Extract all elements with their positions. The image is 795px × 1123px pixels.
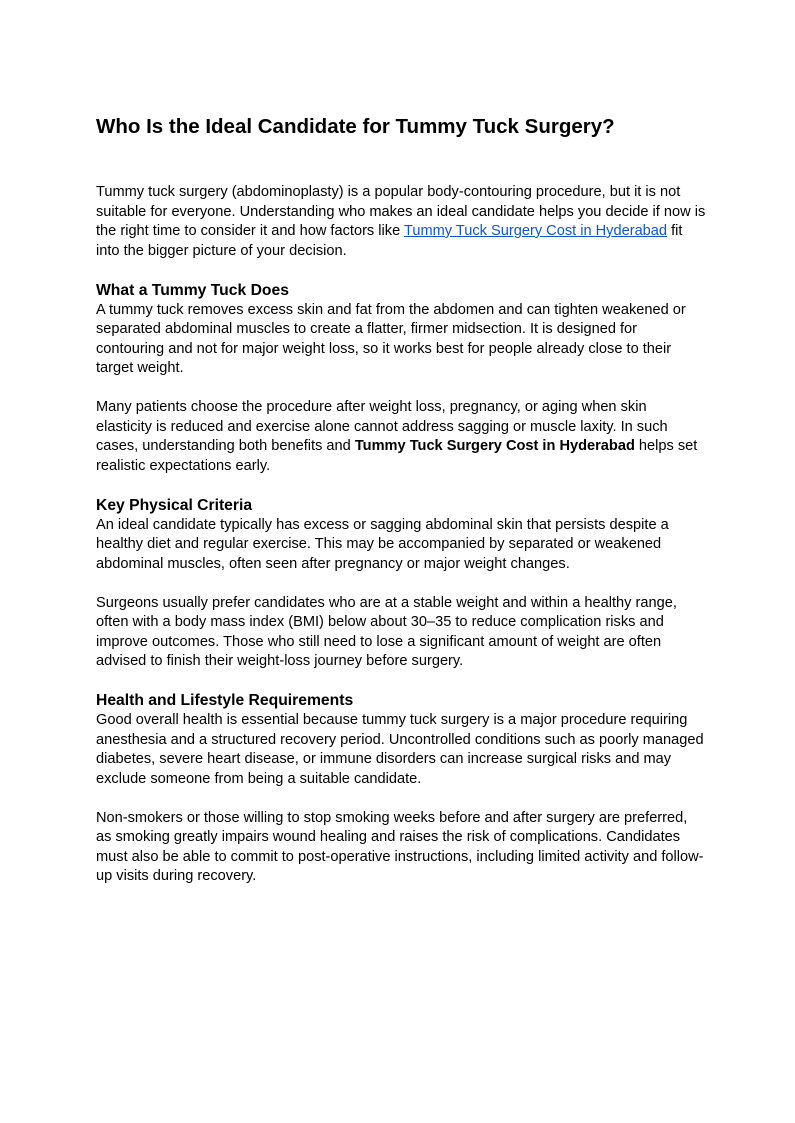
paragraph-text-before: Many patients choose the procedure after weight loss, pregnancy, or aging when skin elasticity is reduced and exercise alone cannot address sagging or muscle laxity. In such cases, understanding both benefits and — [96, 399, 668, 454]
document-body — [96, 183, 706, 887]
intro-text-before: Tummy tuck surgery (abdominoplasty) is a popular body-contouring procedure, but it is not suitable for everyone. Understanding who makes an ideal candidate helps you decide if now is the right time to consider it and how factors like — [96, 184, 706, 239]
cost-link[interactable]: Tummy Tuck Surgery Cost in Hyderabad — [403, 223, 668, 239]
page-title: Who Is the Ideal Candidate for Tummy Tuck Surgery? — [96, 115, 615, 138]
section-physical-criteria-paragraph-2: Surgeons usually prefer candidates who are at a stable weight and within a healthy range, often with a body mass index (BMI) below about 30–35 to reduce complication risks and improve outcomes. Those who still need to lose a significant amount of weight are often advised to finish their weight-loss journey before surgery. — [96, 594, 677, 669]
paragraph-text-after: helps set realistic expectations early. — [96, 438, 698, 474]
section-heading-health-lifestyle: Health and Lifestyle Requirements — [96, 692, 354, 709]
bold-cost-phrase: Tummy Tuck Surgery Cost in Hyderabad — [354, 438, 635, 454]
section-what-it-does-paragraph-1: A tummy tuck removes excess skin and fat from the abdomen and can tighten weakened or separated abdominal muscles to create a flatter, firmer midsection. It is designed for contouring and not for major weight loss, so it works best for people already close to their target weight. — [96, 301, 686, 376]
section-heading-what-it-does: What a Tummy Tuck Does — [96, 281, 289, 299]
section-heading-physical-criteria: Key Physical Criteria — [96, 496, 253, 514]
section-what-it-does-paragraph-2 — [96, 398, 706, 476]
intro-paragraph — [96, 183, 706, 261]
section-health-lifestyle-paragraph-2: Non-smokers or those willing to stop smoking weeks before and after surgery are preferred, as smoking greatly impairs wound healing and raises the risk of complications. Candidates must also be able to commit to post-operative instructions, including limited activity and follow-up visits during recovery. — [96, 809, 704, 884]
section-health-lifestyle-paragraph-1: Good overall health is essential because tummy tuck surgery is a major procedure requiring anesthesia and a structured recovery period. Uncontrolled conditions such as poorly managed diabetes, severe heart disease, or immune disorders can increase surgical risks and may exclude someone from being a suitable candidate. — [96, 712, 704, 787]
section-physical-criteria-paragraph-1: An ideal candidate typically has excess or sagging abdominal skin that persists despite a healthy diet and regular exercise. This may be accompanied by separated or weakened abdominal muscles, often seen after pregnancy or major weight changes. — [96, 516, 669, 572]
intro-text-after: fit into the bigger picture of your decision. — [96, 223, 683, 259]
